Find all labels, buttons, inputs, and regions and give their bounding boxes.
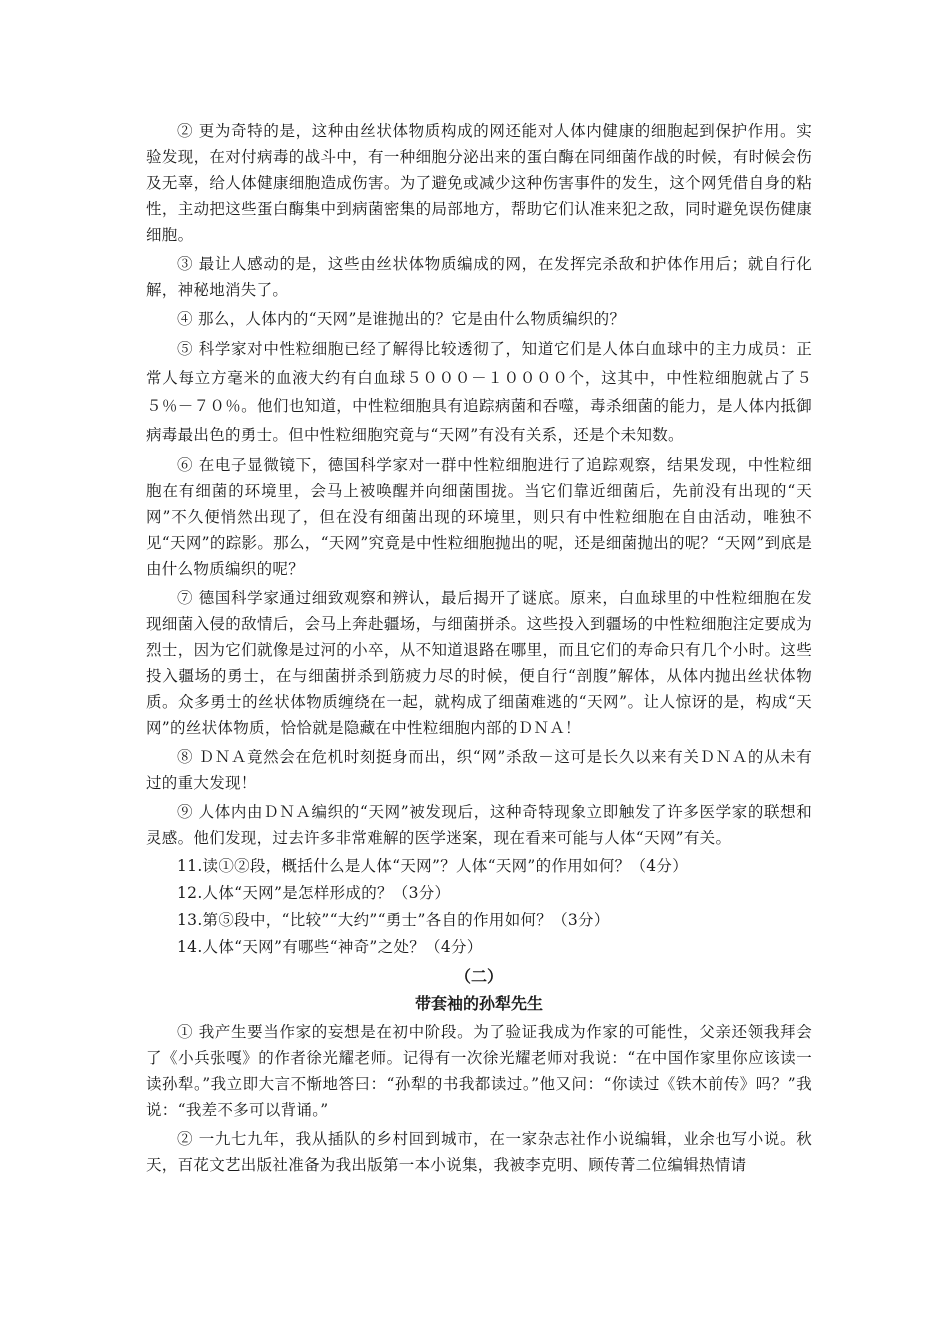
question-11: 11.读①②段，概括什么是人体“天网”？人体“天网”的作用如何？（4分）: [177, 857, 689, 875]
paragraph-6: ⑥ 在电子显微镜下，德国科学家对一群中性粒细胞进行了追踪观察，结果发现，中性粒细胞在有细菌的环境里，会马上被唤醒并向细菌围拢。当它们靠近细菌后，先前没有出现的“天网”不久便悄然出现了，但在没有细菌出现的环境里，则只有中性粒细胞在自由活动，唯独不见“天网”的踪影。那么，“天网”究竟是中性粒细胞抛出的呢，还是细菌抛出的呢？“天网”到底是由什么物质编织的呢？: [146, 456, 812, 578]
question-13: 13.第⑤段中，“比较”“大约”“勇士”各自的作用如何？（3分）: [177, 911, 610, 929]
paragraph-5: ⑤ 科学家对中性粒细胞已经了解得比较透彻了，知道它们是人体白血球中的主力成员：正常人每立方毫米的血液大约有白血球５０００－１００００个，这其中，中性粒细胞就占了５５％－７０％。他们也知道，中性粒细胞具有追踪病菌和吞噬，毒杀细菌的能力，是人体内抵御病毒最出色的勇士。但中性粒细胞究竟与“天网”有没有关系，还是个未知数。: [146, 340, 812, 444]
section-heading: （二）: [454, 967, 503, 986]
paragraph-4: ④ 那么，人体内的“天网”是谁抛出的？它是由什么物质编织的？: [177, 310, 626, 328]
paragraph-3: ③ 最让人感动的是，这些由丝状体物质编成的网，在发挥完杀敌和护体作用后；就自行化解，神秘地消失了。: [146, 255, 812, 299]
question-12: 12.人体“天网”是怎样形成的？（3分）: [177, 884, 451, 902]
article-paragraph-1: ① 我产生要当作家的妄想是在初中阶段。为了验证我成为作家的可能性，父亲还领我拜会了《小兵张嘎》的作者徐光耀老师。记得有一次徐光耀老师对我说：“在中国作家里你应该读一读孙犁。”我立即大言不惭地答曰：“孙犁的书我都读过。”他又问：“你读过《铁木前传》吗？”我说：“我差不多可以背诵。”: [146, 1023, 812, 1119]
document-page: [146, 118, 812, 1181]
question-14: 14.人体“天网”有哪些“神奇”之处？（4分）: [177, 938, 483, 956]
paragraph-2: ② 更为奇特的是，这种由丝状体物质构成的网还能对人体内健康的细胞起到保护作用。实验发现，在对付病毒的战斗中，有一种细胞分泌出来的蛋白酶在同细菌作战的时候，有时候会伤及无辜，给人体健康细胞造成伤害。为了避免或减少这种伤害事件的发生，这个网凭借自身的粘性，主动把这些蛋白酶集中到病菌密集的局部地方，帮助它们认准来犯之敌，同时避免误伤健康细胞。: [146, 122, 812, 244]
article-title: 带套袖的孙犁先生: [414, 994, 543, 1013]
paragraph-8: ⑧ ＤＮＡ竟然会在危机时刻挺身而出，织“网”杀敌－这可是长久以来有关ＤＮＡ的从未有过的重大发现！: [146, 748, 812, 792]
paragraph-9: ⑨ 人体内由ＤＮＡ编织的“天网”被发现后，这种奇特现象立即触发了许多医学家的联想和灵感。他们发现，过去许多非常难解的医学迷案，现在看来可能与人体“天网”有关。: [146, 803, 812, 847]
paragraph-7: ⑦ 德国科学家通过细致观察和辨认，最后揭开了谜底。原来，白血球里的中性粒细胞在发现细菌入侵的敌情后，会马上奔赴疆场，与细菌拼杀。这些投入到疆场的中性粒细胞注定要成为烈士，因为它们就像是过河的小卒，从不知道退路在哪里，而且它们的寿命只有几个小时。这些投入疆场的勇士，在与细菌拼杀到筋疲力尽的时候，便自行“剖腹”解体，从体内抛出丝状体物质。众多勇士的丝状体物质缠绕在一起，就构成了细菌难逃的“天网”。让人惊讶的是，构成“天网”的丝状体物质，恰恰就是隐藏在中性粒细胞内部的ＤＮＡ！: [146, 589, 812, 737]
article-paragraph-2: ② 一九七九年，我从插队的乡村回到城市，在一家杂志社作小说编辑，业余也写小说。秋天，百花文艺出版社准备为我出版第一本小说集，我被李克明、顾传菁二位编辑热情请: [146, 1130, 812, 1174]
